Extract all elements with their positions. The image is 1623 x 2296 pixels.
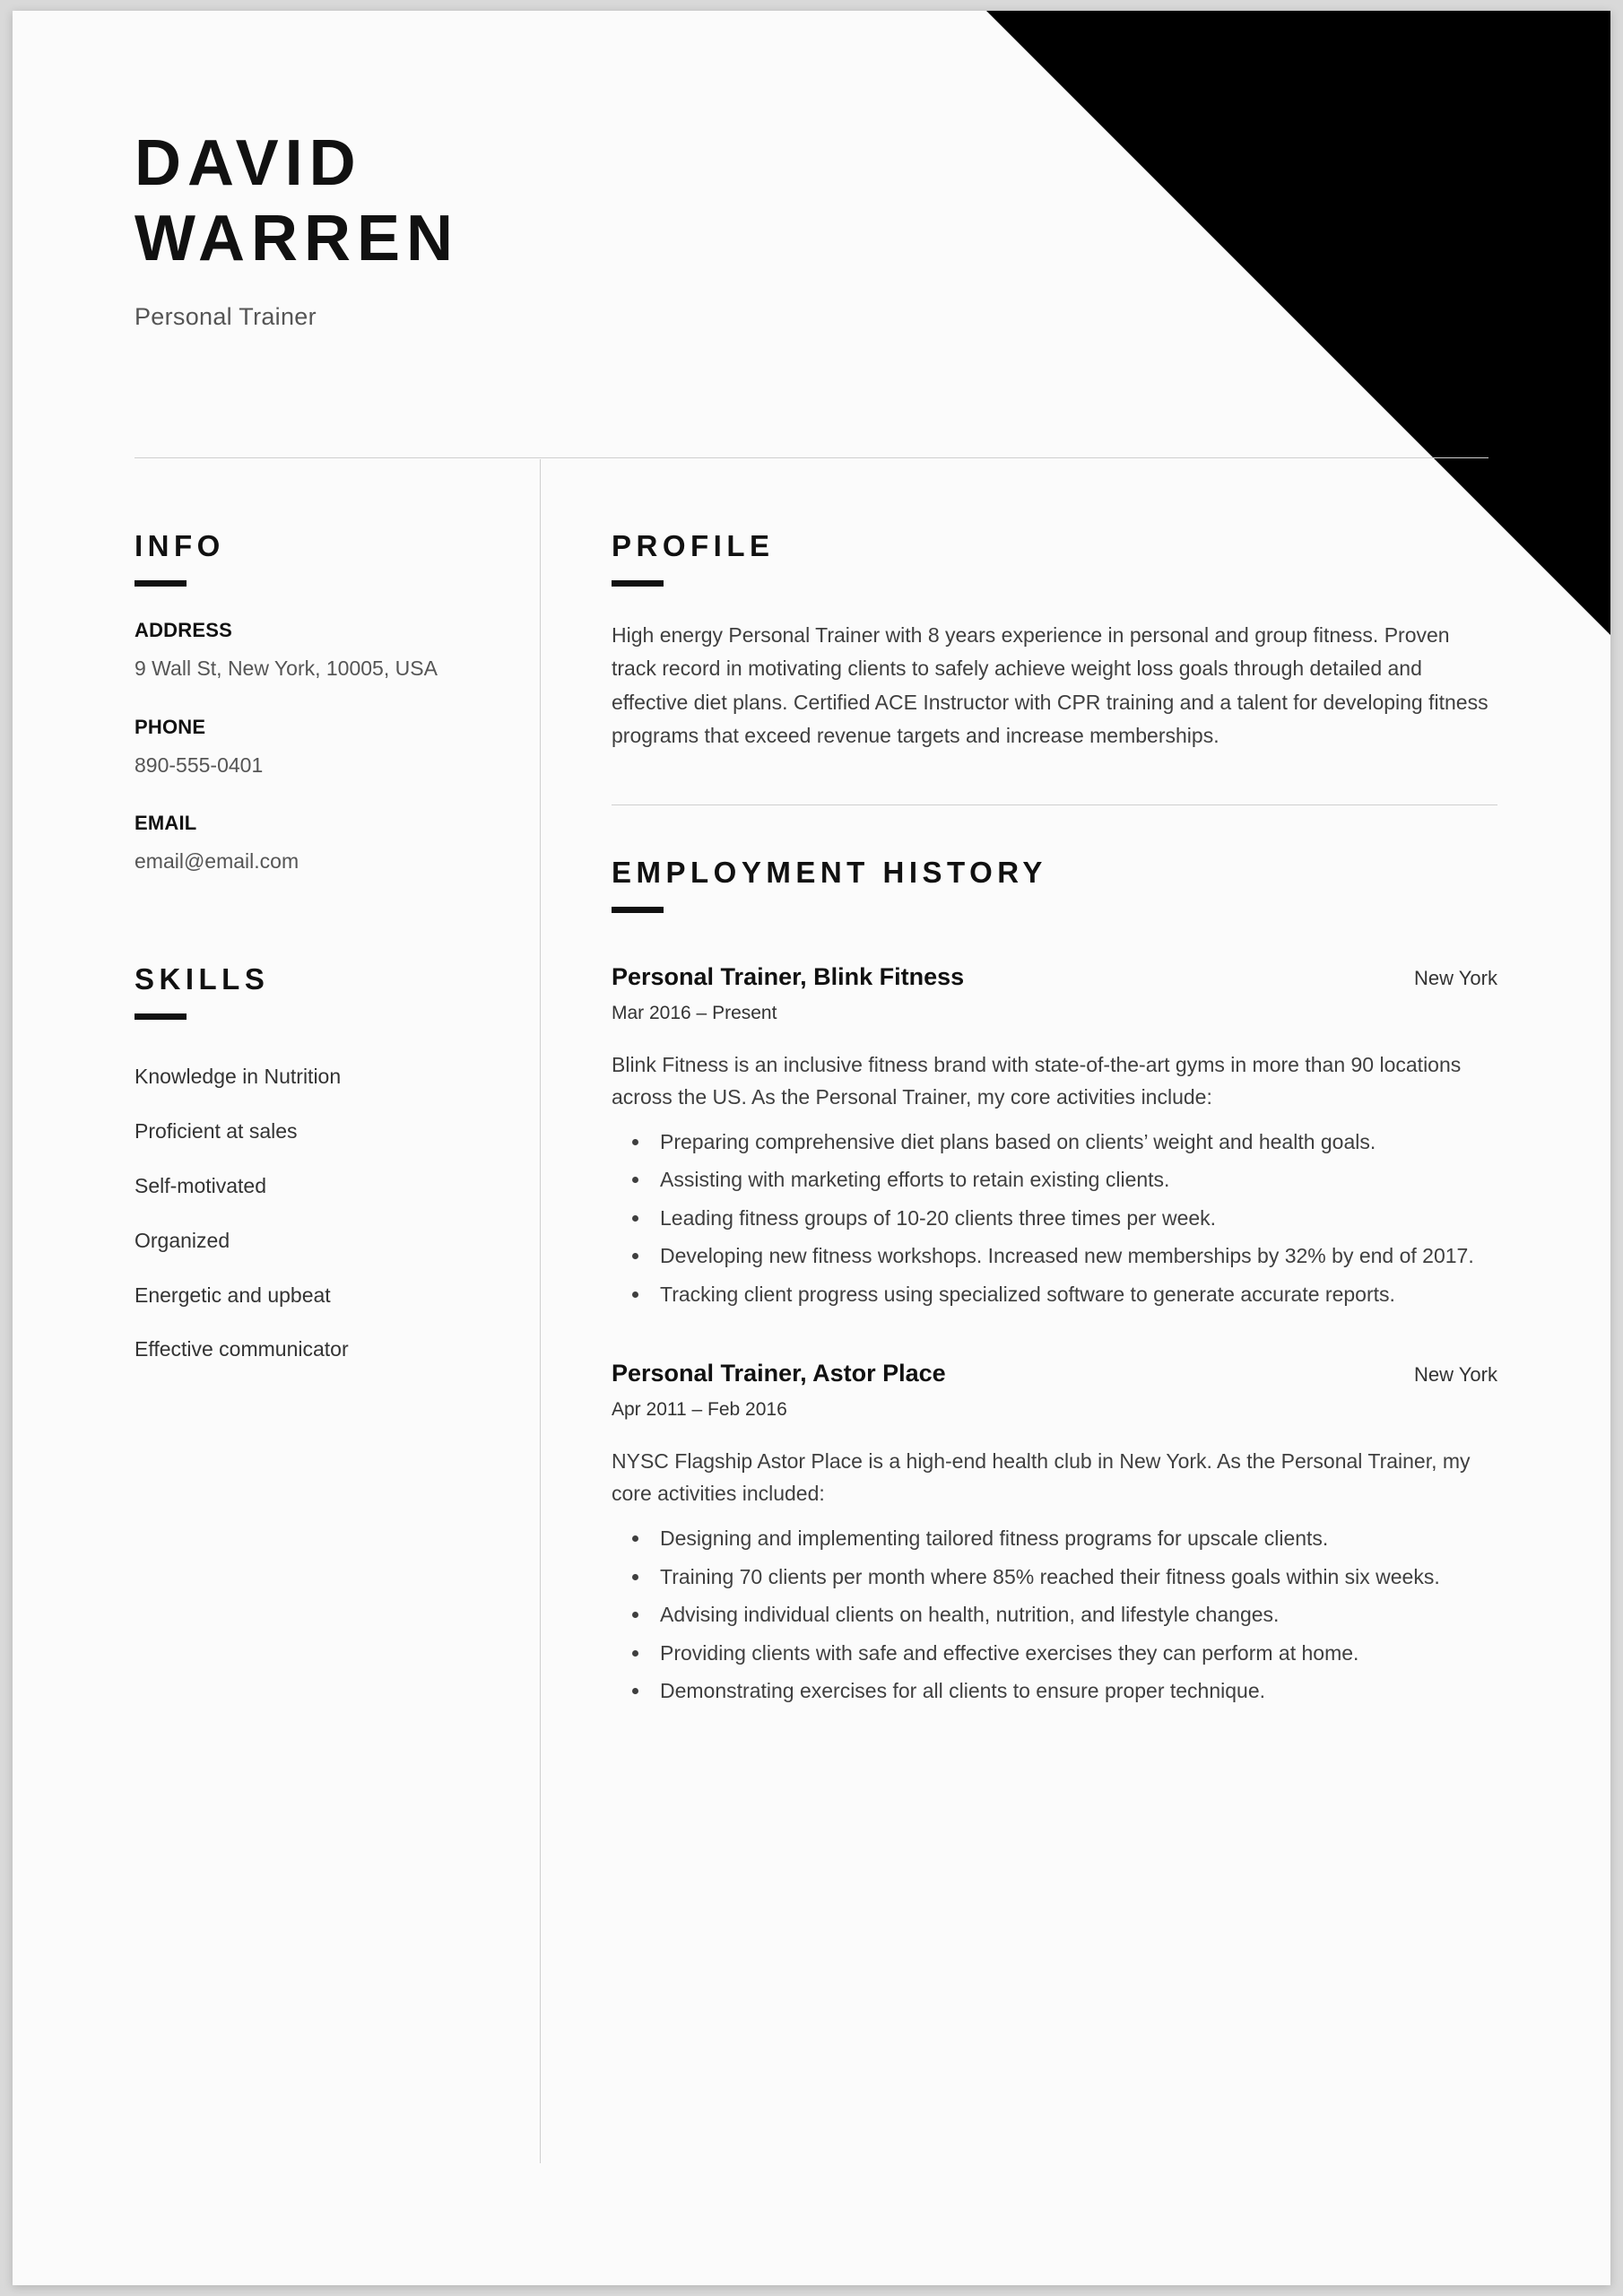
profile-section (612, 529, 1497, 752)
email-label: EMAIL (135, 812, 197, 835)
profile-heading: PROFILE (612, 529, 775, 562)
address-label: ADDRESS (135, 619, 232, 641)
info-section (135, 529, 493, 876)
left-column (135, 529, 493, 1363)
email-value: email@email.com (135, 849, 299, 874)
job-entry (612, 1360, 1497, 1706)
profile-heading-rule (612, 580, 664, 587)
resume-header (135, 126, 942, 331)
phone-value: 890-555-0401 (135, 752, 264, 777)
skills-heading-rule (135, 1013, 187, 1020)
list-item: Energetic and upbeat (135, 1283, 331, 1307)
job-dates: Apr 2011 – Feb 2016 (612, 1399, 787, 1421)
resume-page (13, 11, 1610, 2285)
employment-heading-rule (612, 907, 664, 913)
job-location: New York (1414, 1363, 1497, 1387)
info-heading: INFO (135, 529, 225, 562)
list-item: Knowledge in Nutrition (135, 1064, 342, 1088)
right-column (612, 529, 1497, 1707)
job-description: Blink Fitness is an inclusive fitness brand with state-of-the-art gyms in more than 90 locations across the US. As the Personal Trainer, my core activities include: (612, 1053, 1462, 1109)
skills-section (135, 962, 493, 1363)
column-divider (540, 459, 541, 2163)
job-entry (612, 963, 1497, 1309)
skills-heading: SKILLS (135, 961, 270, 996)
employment-section (612, 856, 1497, 1707)
last-name: WARREN (135, 203, 459, 275)
job-bullet-list (612, 1523, 1497, 1707)
job-title: Personal Trainer, Astor Place (612, 1360, 946, 1387)
header-job-title: Personal Trainer (135, 303, 317, 331)
list-item: • Providing clients with safe and effective exercises they can perform at home. (651, 1638, 1497, 1669)
section-divider (612, 804, 1497, 805)
list-item: Effective communicator (135, 1337, 349, 1361)
job-title: Personal Trainer, Blink Fitness (612, 963, 965, 990)
list-item: • Advising individual clients on health, nutrition, and lifestyle changes. (651, 1599, 1497, 1631)
job-bullet-list (612, 1126, 1497, 1310)
job-description: NYSC Flagship Astor Place is a high-end health club in New York. As the Personal Trainer, my core activities included: (612, 1449, 1471, 1506)
job-location: New York (1414, 967, 1497, 989)
list-item: Organized (135, 1228, 230, 1252)
list-item: • Leading fitness groups of 10-20 clients three times per week. (651, 1203, 1497, 1234)
list-item: Self-motivated (135, 1173, 267, 1197)
list-item: • Preparing comprehensive diet plans based on clients’ weight and health goals. (651, 1126, 1497, 1158)
address-value: 9 Wall St, New York, 10005, USA (135, 657, 438, 680)
employment-heading: EMPLOYMENT HISTORY (612, 856, 1047, 889)
first-name: DAVID (135, 127, 362, 199)
list-item: • Designing and implementing tailored fitness programs for upscale clients. (651, 1523, 1497, 1554)
list-item: • Demonstrating exercises for all clients to ensure proper technique. (651, 1675, 1497, 1707)
profile-text: High energy Personal Trainer with 8 years experience in personal and group fitness. Proven track record in motivating clients to safely achieve weight loss goals through detailed and effective diet plans. Certified ACE Instructor with CPR training and a talent for developing fitness programs that exceed revenue targets and increase memberships. (612, 623, 1488, 747)
list-item: Proficient at sales (135, 1118, 298, 1143)
list-item: • Developing new fitness workshops. Increased new memberships by 32% by end of 2017. (651, 1240, 1497, 1272)
list-item: • Training 70 clients per month where 85% reached their fitness goals within six weeks. (651, 1561, 1497, 1593)
resume-content (13, 11, 1610, 2285)
phone-label: PHONE (135, 715, 206, 738)
header-divider (135, 457, 1488, 458)
job-dates: Mar 2016 – Present (612, 1003, 777, 1023)
info-heading-rule (135, 580, 187, 587)
list-item: • Assisting with marketing efforts to retain existing clients. (651, 1164, 1497, 1196)
list-item: • Tracking client progress using specialized software to generate accurate reports. (651, 1279, 1497, 1310)
